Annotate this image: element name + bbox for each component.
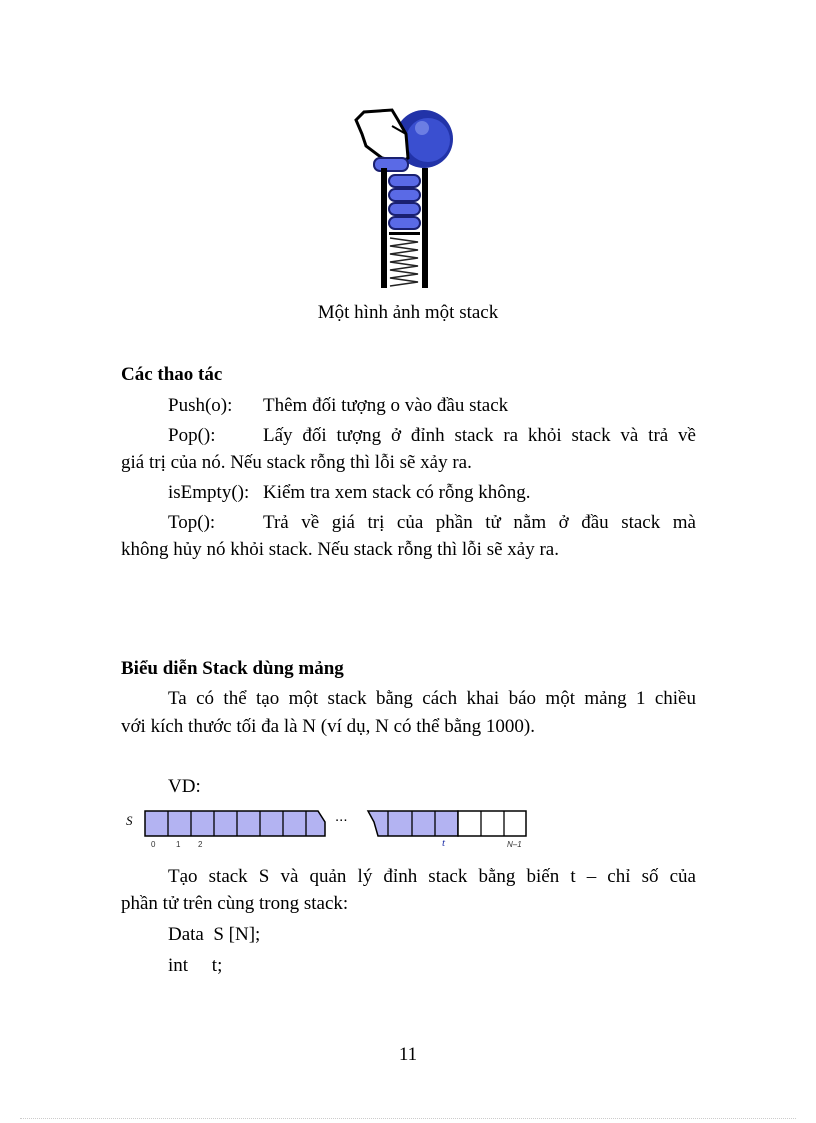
figure-caption: Một hình ảnh một stack — [317, 302, 499, 323]
array-desc-line2: phần tử trên cùng trong stack: — [121, 893, 349, 914]
top-desc-line2: không hủy nó khỏi stack. Nếu stack rỗng thì lỗi sẽ xảy ra. — [121, 539, 559, 560]
pop-desc-line2: giá trị của nó. Nếu stack rỗng thì lỗi sẽ xảy ra. — [121, 452, 472, 473]
example-label: VD: — [168, 776, 201, 797]
pop-desc-line1: Lấy đối tượng ở đỉnh stack ra khỏi stack và trả về — [263, 425, 696, 446]
array-left-block — [145, 811, 325, 836]
isempty-desc: Kiểm tra xem stack có rỗng không. — [263, 482, 531, 503]
top-name: Top(): — [168, 512, 216, 533]
array-right-block — [368, 811, 458, 836]
index-0: 0 — [151, 840, 156, 849]
array-empty-cells — [458, 811, 526, 836]
operations-heading: Các thao tác — [121, 364, 223, 385]
index-last: N–1 — [507, 840, 522, 849]
stack-illustration — [352, 106, 462, 294]
code-line-1: Data S [N]; — [168, 924, 261, 945]
array-ellipsis: ... — [335, 808, 348, 825]
index-t: t — [442, 837, 446, 849]
page-number: 11 — [398, 1044, 418, 1065]
top-desc-line1: Trả về giá trị của phần tử nằm ở đầu stack mà — [263, 512, 696, 533]
array-para-line1: Ta có thể tạo một stack bằng cách khai báo một mảng 1 chiều — [168, 688, 696, 709]
array-desc-line1: Tạo stack S và quản lý đỉnh stack bằng biến t – chỉ số của — [168, 866, 696, 887]
isempty-name: isEmpty(): — [168, 482, 250, 503]
page-bottom-rule — [20, 1118, 796, 1119]
push-desc: Thêm đối tượng o vào đầu stack — [263, 395, 509, 416]
array-label: S — [126, 813, 133, 828]
index-2: 2 — [198, 840, 203, 849]
push-name: Push(o): — [168, 395, 233, 416]
pop-name: Pop(): — [168, 425, 216, 446]
array-section-heading: Biểu diễn Stack dùng mảng — [121, 658, 344, 679]
code-line-2: int t; — [168, 955, 223, 976]
array-para-line2: với kích thước tối đa là N (ví dụ, N có thể bằng 1000). — [121, 716, 536, 737]
index-1: 1 — [176, 840, 181, 849]
